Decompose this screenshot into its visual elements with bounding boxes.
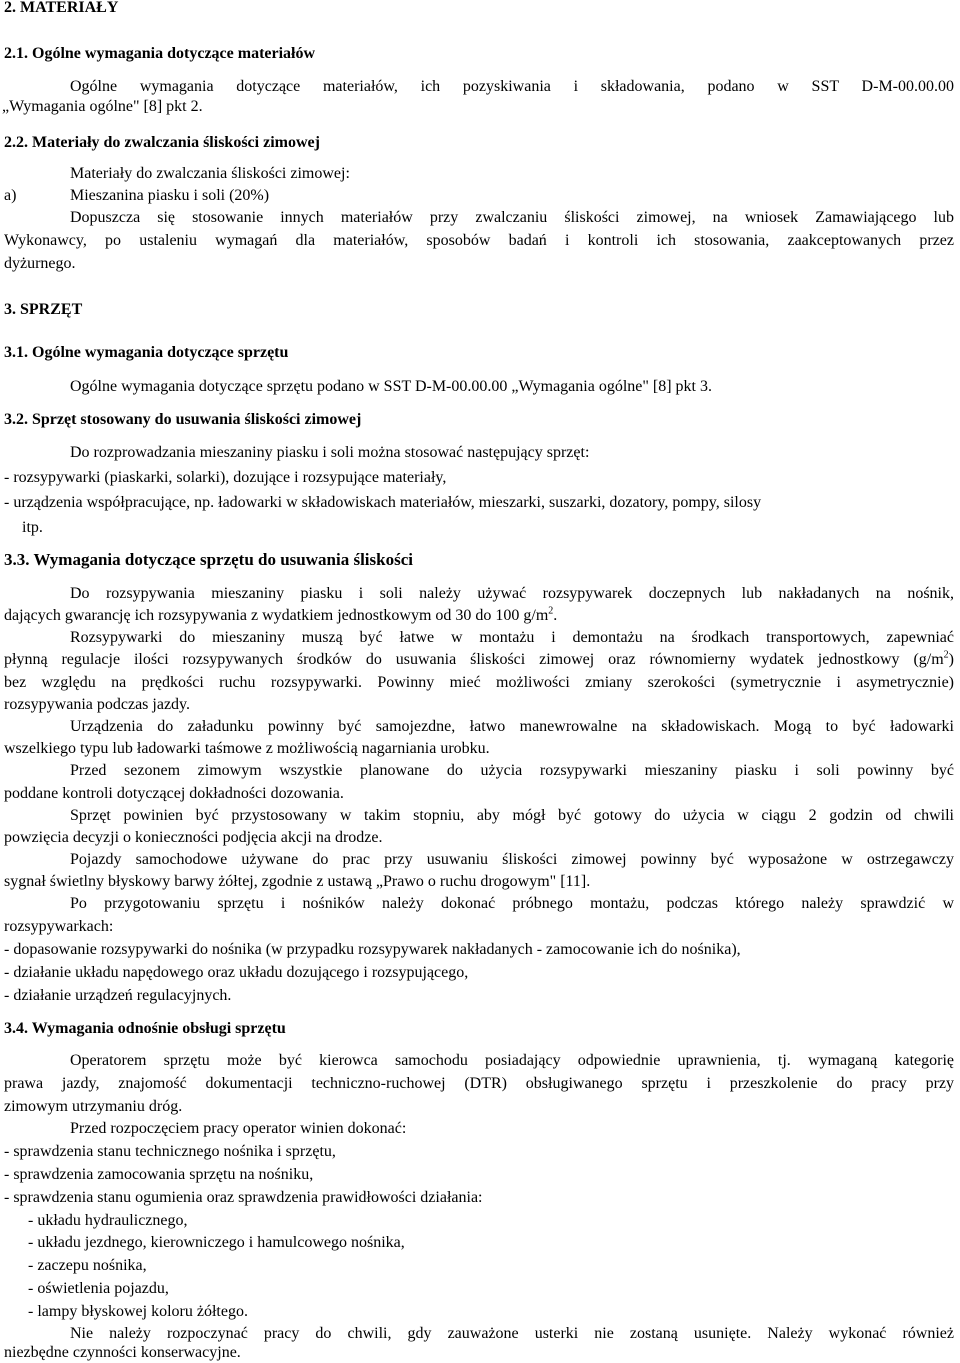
- list-item: - sprawdzenia stanu technicznego nośnika i sprzętu,: [4, 1143, 336, 1160]
- paragraph-line: [4, 650, 954, 670]
- list-item: - sprawdzenia zamocowania sprzętu na nośniku,: [4, 1166, 314, 1183]
- paragraph-line: Sprzęt powinien być przystosowany w takim stopniu, aby mógł być gotowy do użycia w ciągu 2 godzin od chwili: [70, 807, 954, 824]
- section-2-heading: 2. MATERIAŁY: [4, 0, 119, 16]
- list-item: - urządzenia współpracujące, np. ładowarki w składowiskach materiałów, mieszarki, suszarki, dozatory, pompy, silosy: [4, 494, 762, 511]
- paragraph-line: Materiały do zwalczania śliskości zimowej:: [70, 165, 350, 182]
- sub-list-item: - układu hydraulicznego,: [28, 1212, 188, 1229]
- paragraph-line: Po przygotowaniu sprzętu i nośników należy dokonać próbnego montażu, podczas którego należy sprawdzić w: [70, 895, 954, 912]
- list-item-continuation: itp.: [22, 519, 43, 536]
- paragraph-line: Ogólne wymagania dotyczące materiałów, ich pozyskiwania i składowania, podano w SST D-M-00.00.00: [70, 78, 954, 95]
- paragraph-line: Pojazdy samochodowe używane do prac przy usuwaniu śliskości zimowej powinny być wyposażone w ostrzegawczy: [70, 851, 954, 868]
- paragraph-line: powzięcia decyzji o konieczności podjęcia akcji na drodze.: [4, 829, 383, 846]
- paragraph-text: ): [948, 651, 954, 668]
- paragraph-line: Urządzenia do załadunku powinny być samojezdne, łatwo manewrowalne na składowiskach. Mogą to być ładowarki: [70, 718, 954, 735]
- paragraph-line: prawa jazdy, znajomość dokumentacji techniczno-ruchowej (DTR) obsługiwanego sprzętu i przeszkolenie do pracy przy: [4, 1075, 954, 1092]
- list-item: - dopasowanie rozsypywarki do nośnika (w przypadku rozsypywarek nakładanych - zamocowanie ich do nośnika),: [4, 941, 741, 958]
- list-item: - działanie układu napędowego oraz układu dozującego i rozsypującego,: [4, 964, 469, 981]
- sub-list-item: - zaczepu nośnika,: [28, 1257, 147, 1274]
- paragraph-line: rozsypywarkach:: [4, 918, 114, 935]
- heading-2-1: 2.1. Ogólne wymagania dotyczące materiałów: [4, 45, 316, 62]
- paragraph-line: Przed sezonem zimowym wszystkie planowane do użycia rozsypywarki mieszaniny piasku i soli powinny być: [70, 762, 954, 779]
- paragraph-line: Operatorem sprzętu może być kierowca samochodu posiadający odpowiednie uprawnienia, tj. wymaganą kategorię: [70, 1052, 954, 1069]
- paragraph-text: płynną regulacje ilości rozsypywanych środków do usuwania śliskości zimowej oraz równomierny wydatek jednostkowy (g/m: [4, 651, 944, 668]
- heading-3-2: 3.2. Sprzęt stosowany do usuwania śliskości zimowej: [4, 411, 362, 428]
- heading-2-2: 2.2. Materiały do zwalczania śliskości zimowej: [4, 134, 320, 151]
- paragraph-line: wszelkiego typu lub ładowarki taśmowe z możliwością nagarniania urobku.: [4, 740, 490, 757]
- sub-list-item: - układu jezdnego, kierowniczego i hamulcowego nośnika,: [28, 1234, 405, 1251]
- paragraph-line: Nie należy rozpoczynać pracy do chwili, gdy zauważone usterki nie zostaną usunięte. Należy wykonać również: [70, 1325, 954, 1342]
- paragraph-text: dających gwarancję ich rozsypywania z wydatkiem jednostkowym od 30 do 100 g/m: [4, 607, 549, 624]
- paragraph-line: bez względu na prędkości ruchu rozsypywarki. Powinny mieć możliwości zmiany szerokości (symetrycznie i asymetrycznie): [4, 674, 954, 691]
- superscript: 2: [943, 649, 949, 661]
- paragraph-line: Ogólne wymagania dotyczące sprzętu podano w SST D-M-00.00.00 „Wymagania ogólne" [8] pkt 3.: [70, 378, 712, 395]
- list-item: - sprawdzenia stanu ogumienia oraz sprawdzenia prawidłowości działania:: [4, 1189, 483, 1206]
- paragraph-line: Rozsypywarki do mieszaniny muszą być łatwe w montażu i demontażu na środkach transportowych, zapewniać: [70, 629, 954, 646]
- paragraph-line: Dopuszcza się stosowanie innych materiałów przy zwalczaniu śliskości zimowej, na wniosek Zamawiającego lub: [70, 209, 954, 226]
- heading-3-3: 3.3. Wymagania dotyczące sprzętu do usuwania śliskości: [4, 550, 413, 569]
- paragraph-line: Przed rozpoczęciem pracy operator winien dokonać:: [70, 1120, 407, 1137]
- paragraph-line: „Wymagania ogólne" [8] pkt 2.: [2, 98, 203, 115]
- paragraph-line: [4, 606, 557, 626]
- list-marker: a): [4, 187, 17, 204]
- list-item: Mieszanina piasku i soli (20%): [70, 187, 270, 204]
- heading-3-1: 3.1. Ogólne wymagania dotyczące sprzętu: [4, 344, 289, 361]
- paragraph-line: Do rozprowadzania mieszaniny piasku i soli można stosować następujący sprzęt:: [70, 444, 590, 461]
- paragraph-line: niezbędne czynności konserwacyjne.: [4, 1344, 241, 1361]
- list-item: - działanie urządzeń regulacyjnych.: [4, 987, 232, 1004]
- paragraph-line: rozsypywania podczas jazdy.: [4, 696, 190, 713]
- list-item: - rozsypywarki (piaskarki, solarki), dozujące i rozsypujące materiały,: [4, 469, 447, 486]
- heading-3-4: 3.4. Wymagania odnośnie obsługi sprzętu: [4, 1020, 286, 1037]
- sub-list-item: - oświetlenia pojazdu,: [28, 1280, 169, 1297]
- section-3-heading: 3. SPRZĘT: [4, 301, 83, 318]
- paragraph-text: .: [553, 607, 558, 624]
- sub-list-item: - lampy błyskowej koloru żółtego.: [28, 1303, 248, 1320]
- paragraph-line: Wykonawcy, po ustaleniu wymagań dla materiałów, sposobów badań i kontroli ich stosowania, zaakceptowanych przez: [4, 232, 954, 249]
- paragraph-line: sygnał świetlny błyskowy barwy żółtej, zgodnie z ustawą „Prawo o ruchu drogowym" [11].: [4, 873, 591, 890]
- superscript: 2: [548, 605, 554, 617]
- paragraph-line: Do rozsypywania mieszaniny piasku i soli należy używać rozsypywarek doczepnych lub nakładanych na nośnik,: [70, 585, 954, 602]
- paragraph-line: zimowym utrzymaniu dróg.: [4, 1098, 183, 1115]
- paragraph-line: dyżurnego.: [4, 255, 76, 272]
- paragraph-line: poddane kontroli dotyczącej dokładności dozowania.: [4, 785, 344, 802]
